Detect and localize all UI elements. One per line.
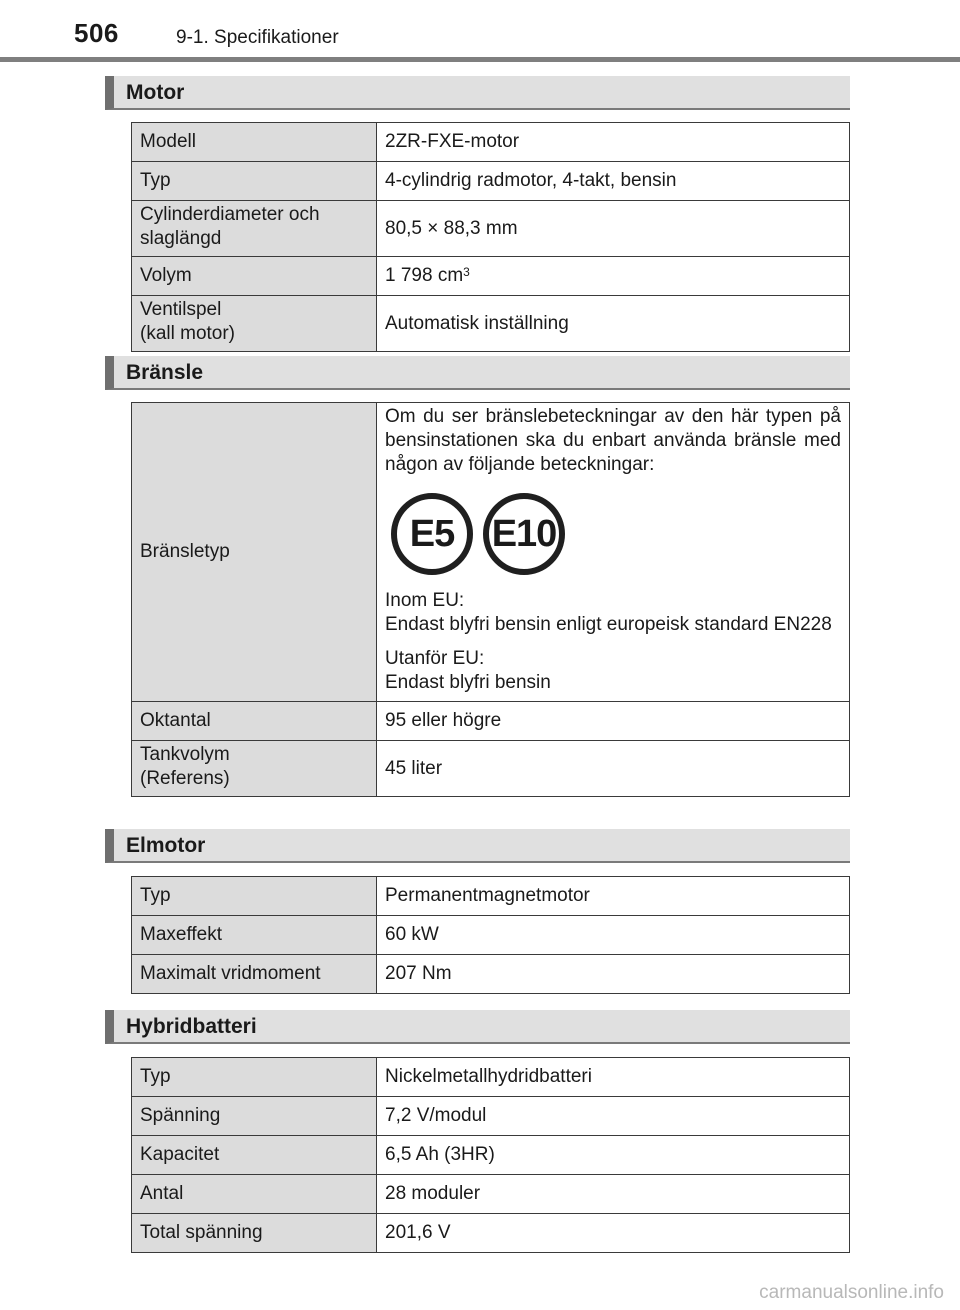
watermark: carmanualsonline.info: [759, 1282, 944, 1303]
table-row: [132, 916, 850, 955]
fuel-label-e10: E10: [483, 493, 565, 575]
volume-unit-exponent: 3: [463, 265, 470, 279]
section-heading-label: Elmotor: [126, 834, 206, 857]
table-row: [132, 702, 850, 741]
spec-key: Kapacitet: [132, 1136, 377, 1175]
volume-value: 1 798 cm: [385, 265, 464, 286]
table-row: [132, 741, 850, 797]
table-row: [132, 123, 850, 162]
table-row: [132, 1214, 850, 1253]
spec-value: Automatisk inställning: [377, 296, 850, 352]
spec-value: 7,2 V/modul: [377, 1097, 850, 1136]
spec-key: Spänning: [132, 1097, 377, 1136]
spec-key-line: Tankvolym: [140, 744, 230, 765]
spec-value: Nickelmetallhydridbatteri: [377, 1058, 850, 1097]
spec-value: [377, 257, 850, 296]
spec-key: Bränsletyp: [132, 403, 377, 702]
spec-key: [132, 741, 377, 797]
spec-value: 45 liter: [377, 741, 850, 797]
spec-key-line: Ventilspel: [140, 299, 222, 320]
spec-value: 28 moduler: [377, 1175, 850, 1214]
spec-key: Maximalt vridmoment: [132, 955, 377, 994]
eu-title: Inom EU:: [385, 590, 465, 611]
electric-motor-spec-table: [131, 876, 850, 994]
eu-text: Endast blyfri bensin enligt europeisk standard EN228: [385, 614, 832, 635]
spec-key: Total spänning: [132, 1214, 377, 1253]
section-heading-motor: [105, 76, 850, 110]
table-row: [132, 162, 850, 201]
section-heading-electric-motor: [105, 829, 850, 863]
table-row: [132, 201, 850, 257]
non-eu-title: Utanför EU:: [385, 648, 485, 669]
fuel-label-e5: E5: [391, 493, 473, 575]
spec-key: Oktantal: [132, 702, 377, 741]
spec-value: 6,5 Ah (3HR): [377, 1136, 850, 1175]
spec-value: Permanentmagnetmotor: [377, 877, 850, 916]
table-row: [132, 1097, 850, 1136]
spec-key-line: Cylinderdiameter och: [140, 204, 320, 225]
fuel-spec-table: [131, 402, 850, 797]
fuel-label-group: [391, 493, 841, 575]
table-row: [132, 403, 850, 702]
table-row: [132, 296, 850, 352]
section-heading-hybrid-battery: [105, 1010, 850, 1044]
section-heading-label: Motor: [126, 81, 185, 104]
spec-value: 95 eller högre: [377, 702, 850, 741]
spec-key: Typ: [132, 1058, 377, 1097]
section-title: 9-1. Specifikationer: [176, 27, 339, 48]
fuel-intro-text: Om du ser bränslebeteckningar av den här typen på bensinstationen ska du enbart använda bränsle med någon av följande beteckningar:: [385, 406, 841, 475]
hybrid-battery-spec-table: [131, 1057, 850, 1253]
table-row: [132, 257, 850, 296]
spec-key: Modell: [132, 123, 377, 162]
motor-spec-table: [131, 122, 850, 352]
spec-key: Maxeffekt: [132, 916, 377, 955]
spec-key-line: slaglängd: [140, 228, 222, 249]
section-heading-label: Bränsle: [126, 361, 204, 384]
table-row: [132, 1175, 850, 1214]
section-heading-fuel: [105, 356, 850, 390]
table-row: [132, 877, 850, 916]
spec-value: 60 kW: [377, 916, 850, 955]
table-row: [132, 1136, 850, 1175]
spec-value: 207 Nm: [377, 955, 850, 994]
spec-value: 4-cylindrig radmotor, 4-takt, bensin: [377, 162, 850, 201]
spec-value: 201,6 V: [377, 1214, 850, 1253]
spec-key: [132, 296, 377, 352]
section-heading-label: Hybridbatteri: [126, 1015, 257, 1038]
spec-key: Antal: [132, 1175, 377, 1214]
header-divider: [0, 57, 960, 62]
table-row: [132, 1058, 850, 1097]
page-header: [0, 0, 960, 62]
spec-key: Volym: [132, 257, 377, 296]
fuel-type-description: [377, 403, 850, 702]
spec-value: 80,5 × 88,3 mm: [377, 201, 850, 257]
spec-key-line: (Referens): [140, 768, 230, 789]
spec-key: Typ: [132, 162, 377, 201]
spec-key: Typ: [132, 877, 377, 916]
spec-value: 2ZR-FXE-motor: [377, 123, 850, 162]
page-number: 506: [74, 18, 119, 48]
spec-key-line: (kall motor): [140, 323, 236, 344]
table-row: [132, 955, 850, 994]
non-eu-text: Endast blyfri bensin: [385, 672, 551, 693]
spec-key: [132, 201, 377, 257]
